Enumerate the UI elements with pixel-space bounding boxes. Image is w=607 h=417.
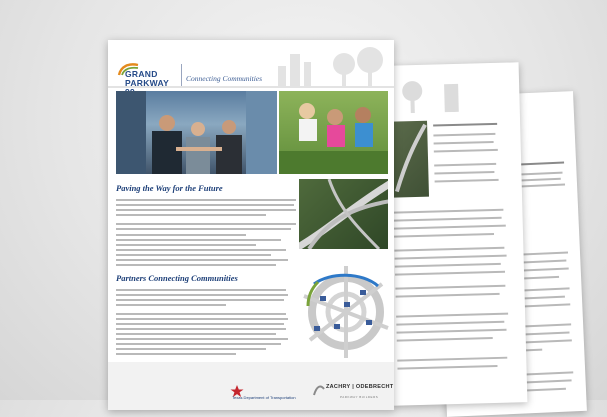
highway-aerial-photo [299, 179, 388, 249]
aerial-photo [391, 121, 429, 198]
zachry-odebrecht-logo: ZACHRY | ODEBRECHT [326, 384, 394, 390]
section-heading-partners: Partners Connecting Communities [116, 273, 238, 283]
brochure-page-1 [108, 40, 394, 410]
zachry-swoosh-icon [313, 383, 325, 397]
parkway-builders-text: PARKWAY BUILDERS [340, 395, 379, 399]
skyline-illustration [384, 62, 520, 114]
txdot-logo-text: Texas Department of Transportation [232, 395, 296, 400]
tagline: Connecting Communities [186, 74, 263, 83]
logo-divider [181, 64, 182, 86]
brochure-page-2 [384, 62, 528, 405]
logo-parkway: PARKWAY [125, 79, 179, 97]
logo-grand: GRAND [125, 69, 158, 79]
grand-parkway-logo [117, 62, 179, 90]
children-gardening-photo [279, 91, 388, 174]
section-heading-paving: Paving the Way for the Future [116, 183, 223, 193]
business-handshake-photo [116, 91, 277, 174]
grand-parkway-route-map [300, 266, 390, 358]
